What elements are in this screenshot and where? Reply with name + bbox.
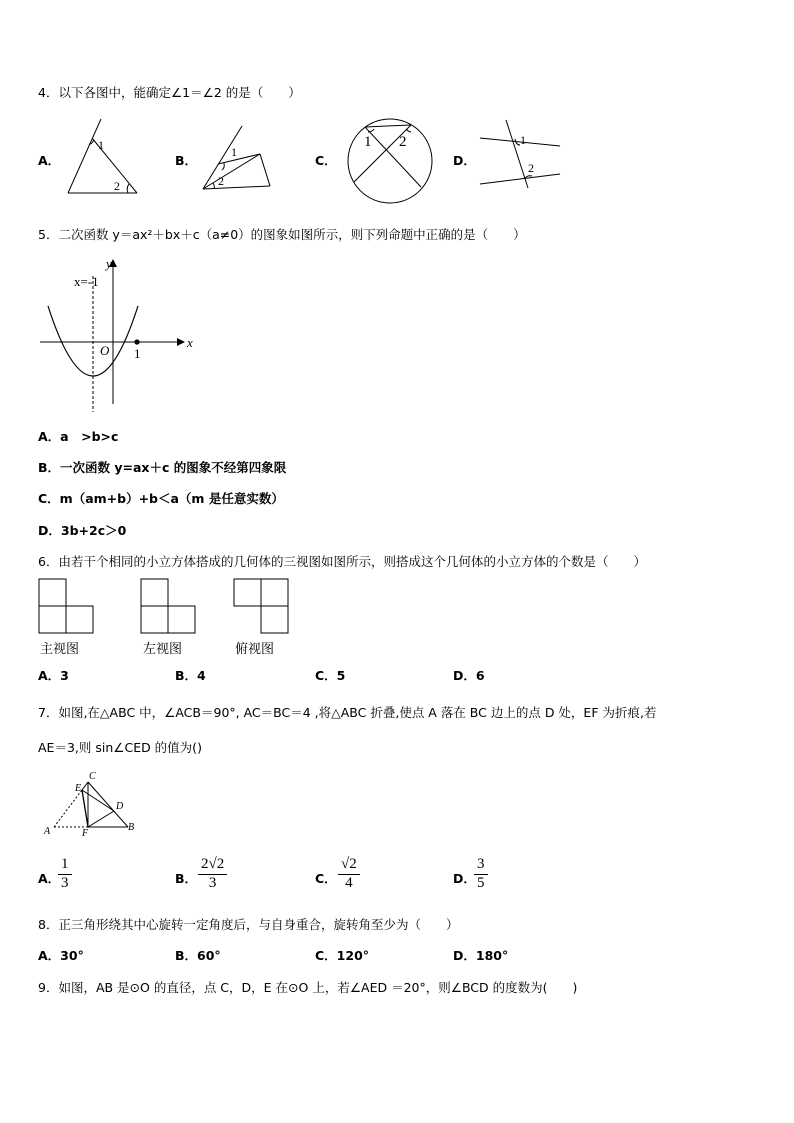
q4-stem: 4．以下各图中，能确定∠1＝∠2 的是（ ） [38, 85, 301, 100]
q7-option-c-label: C． [315, 871, 337, 886]
q7-option-d-numerator: 3 [474, 857, 488, 875]
q5-x-axis-label: x [187, 335, 193, 350]
q6-option-a: A．3 [38, 668, 69, 683]
q4a-label-1: 1 [98, 138, 104, 152]
q5-stem: 5．二次函数 y＝ax²＋bx＋c（a≠0）的图象如图所示，则下列命题中正确的是（ ） [38, 227, 526, 242]
q8-option-b: B．60° [175, 948, 221, 963]
q7-option-a-label: A． [38, 871, 61, 886]
q6-front-view [38, 578, 96, 636]
q7-label-d: D [116, 801, 124, 812]
q7-option-d-label: D． [453, 871, 476, 886]
q5-option-b: B．一次函数 y=ax＋c 的图象不经第四象限 [38, 460, 287, 475]
q6-stem: 6．由若干个相同的小立方体搭成的几何体的三视图如图所示，则搭成这个几何体的小立方体的个数是（ ） [38, 554, 646, 569]
q7-option-a-numerator: 1 [58, 857, 72, 875]
q6-side-view-caption: 左视图 [143, 642, 183, 657]
q7-option-c-denominator: 4 [345, 874, 353, 891]
q7-stem-line1: 7．如图,在△ABC 中，∠ACB＝90°, AC＝BC＝4 ,将△ABC 折叠,使点 A 落在 BC 边上的点 D 处，EF 为折痕,若 [38, 705, 657, 720]
q4b-label-2: 2 [218, 174, 224, 188]
q7-label-f: F [82, 828, 89, 839]
q5-parabola-graph [38, 256, 203, 414]
q7-option-b-fraction [198, 857, 227, 892]
q4-option-b-label: B． [175, 153, 198, 168]
q8-option-a: A．30° [38, 948, 84, 963]
q4b-label-1: 1 [231, 145, 237, 159]
q8-stem: 8．正三角形绕其中心旋转一定角度后，与自身重合，旋转角至少为（ ） [38, 917, 459, 932]
q6-top-view-caption: 俯视图 [235, 642, 275, 657]
q8-option-d: D．180° [453, 948, 509, 963]
q7-folding-figure [38, 770, 148, 839]
q4-figure-d [478, 118, 563, 190]
q5-axis-of-symmetry-label: x=-1 [74, 274, 99, 289]
q4-figure-c [345, 116, 437, 208]
q6-top-view [233, 578, 291, 636]
q5-origin-label: O [100, 343, 110, 358]
q6-option-b: B．4 [175, 668, 206, 683]
q7-option-b-denominator: 3 [208, 874, 217, 891]
q5-option-c: C．m（am+b）+b＜a（m 是任意实数） [38, 491, 284, 506]
q7-label-e: E [75, 783, 82, 794]
q4-option-d-label: D． [453, 153, 476, 168]
q8-option-c: C．120° [315, 948, 370, 963]
q4c-label-2: 2 [399, 134, 407, 150]
q7-label-c: C [89, 771, 96, 782]
q5-option-a: A．a >b>c [38, 429, 119, 444]
q4d-label-1: 1 [520, 133, 526, 147]
q6-option-d: D．6 [453, 668, 485, 683]
q9-stem: 9．如图，AB 是⊙O 的直径，点 C，D，E 在⊙O 上，若∠AED ＝20°，则∠BCD 的度数为( ) [38, 980, 578, 995]
q7-option-a-fraction [58, 857, 72, 892]
q4-option-a-label: A． [38, 153, 61, 168]
q5-option-d: D．3b+2c＞0 [38, 523, 127, 538]
q7-label-b: B [128, 822, 135, 833]
q5-y-axis-label: y [106, 256, 112, 271]
q4c-label-1: 1 [364, 134, 372, 150]
q7-option-d-fraction [474, 857, 488, 892]
q7-option-c-numerator: √2 [338, 857, 360, 875]
q7-option-a-denominator: 3 [61, 874, 69, 891]
q7-option-c-fraction [338, 857, 360, 892]
q7-option-b-label: B． [175, 871, 198, 886]
q4-option-c-label: C． [315, 153, 337, 168]
q4a-label-2: 2 [114, 179, 120, 193]
q4-figure-a [60, 118, 145, 198]
q4-figure-b [198, 124, 278, 194]
q7-option-d-denominator: 5 [477, 874, 485, 891]
q7-label-a: A [44, 826, 51, 837]
q7-stem-line2: AE＝3,则 sin∠CED 的值为() [38, 740, 202, 755]
q6-front-view-caption: 主视图 [40, 642, 80, 657]
q5-point-label: 1 [134, 346, 141, 361]
q6-option-c: C．5 [315, 668, 346, 683]
q7-option-b-numerator: 2√2 [198, 857, 227, 875]
q6-side-view [140, 578, 198, 636]
q4d-label-2: 2 [528, 161, 534, 175]
